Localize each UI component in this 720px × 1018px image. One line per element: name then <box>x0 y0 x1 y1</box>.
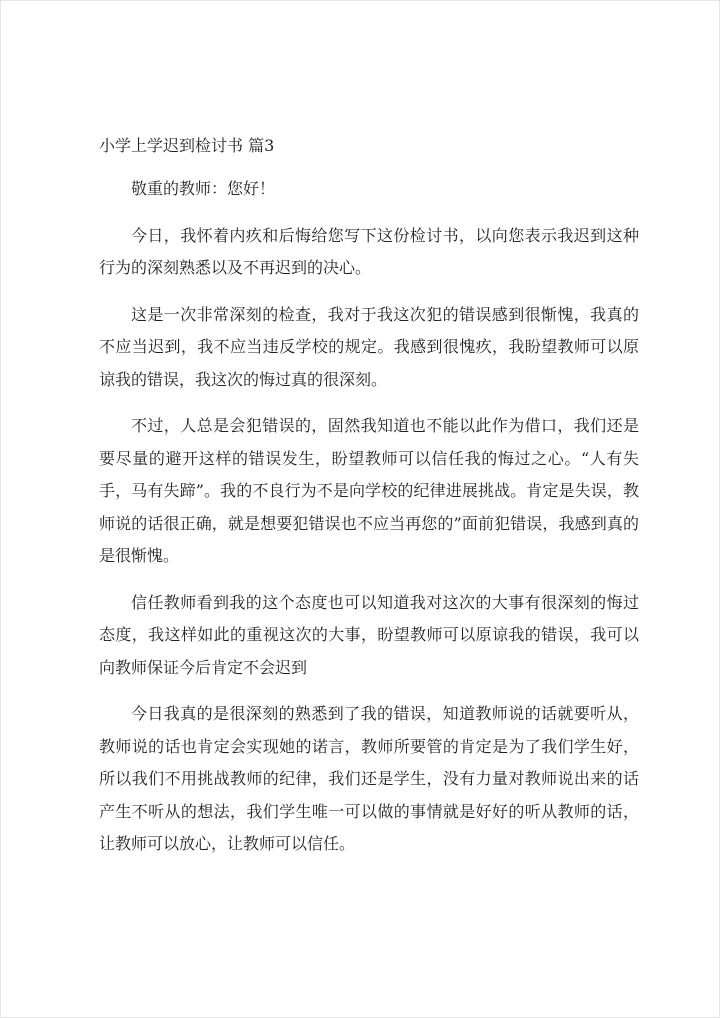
salutation: 敬重的教师：您好！ <box>131 179 276 198</box>
paragraph-4: 信任教师看到我的这个态度也可以知道我对这次的大事有很深刻的悔过态度，我这样如此的重视这次的大事，盼望教师可以原谅我的错误，我可以向教师保证今后肯定不会迟到 <box>99 592 639 677</box>
document-title: 小学上学迟到检讨书 篇3 <box>99 136 275 155</box>
paragraph-3: 不过，人总是会犯错误的，固然我知道也不能以此作为借口，我们还是要尽量的避开这样的错误发生，盼望教师可以信任我的悔过之心。“人有失手，马有失蹄”。我的不良行为不是向学校的纪律进展挑战。肯定是失误，教师说的话很正确，就是想要犯错误也不应当再您的”面前犯错误，我感到真的是很惭愧。 <box>99 416 639 565</box>
paragraph-1: 今日，我怀着内疚和后悔给您写下这份检讨书，以向您表示我迟到这种行为的深刻熟悉以及不再迟到的决心。 <box>99 225 639 277</box>
paragraph-2: 这是一次非常深刻的检查，我对于我这次犯的错误感到很惭愧，我真的不应当迟到，我不应当违反学校的规定。我感到很愧疚，我盼望教师可以原谅我的错误，我这次的悔过真的很深刻。 <box>99 304 639 389</box>
paragraph-5: 今日我真的是很深刻的熟悉到了我的错误，知道教师说的话就要听从，教师说的话也肯定会实现她的诺言，教师所要管的肯定是为了我们学生好，所以我们不用挑战教师的纪律，我们还是学生，没有力量对教师说出来的话产生不听从的想法，我们学生唯一可以做的事情就是好好的听从教师的话，让教师可以放心，让教师可以信任。 <box>99 704 639 853</box>
document-body <box>99 133 639 861</box>
